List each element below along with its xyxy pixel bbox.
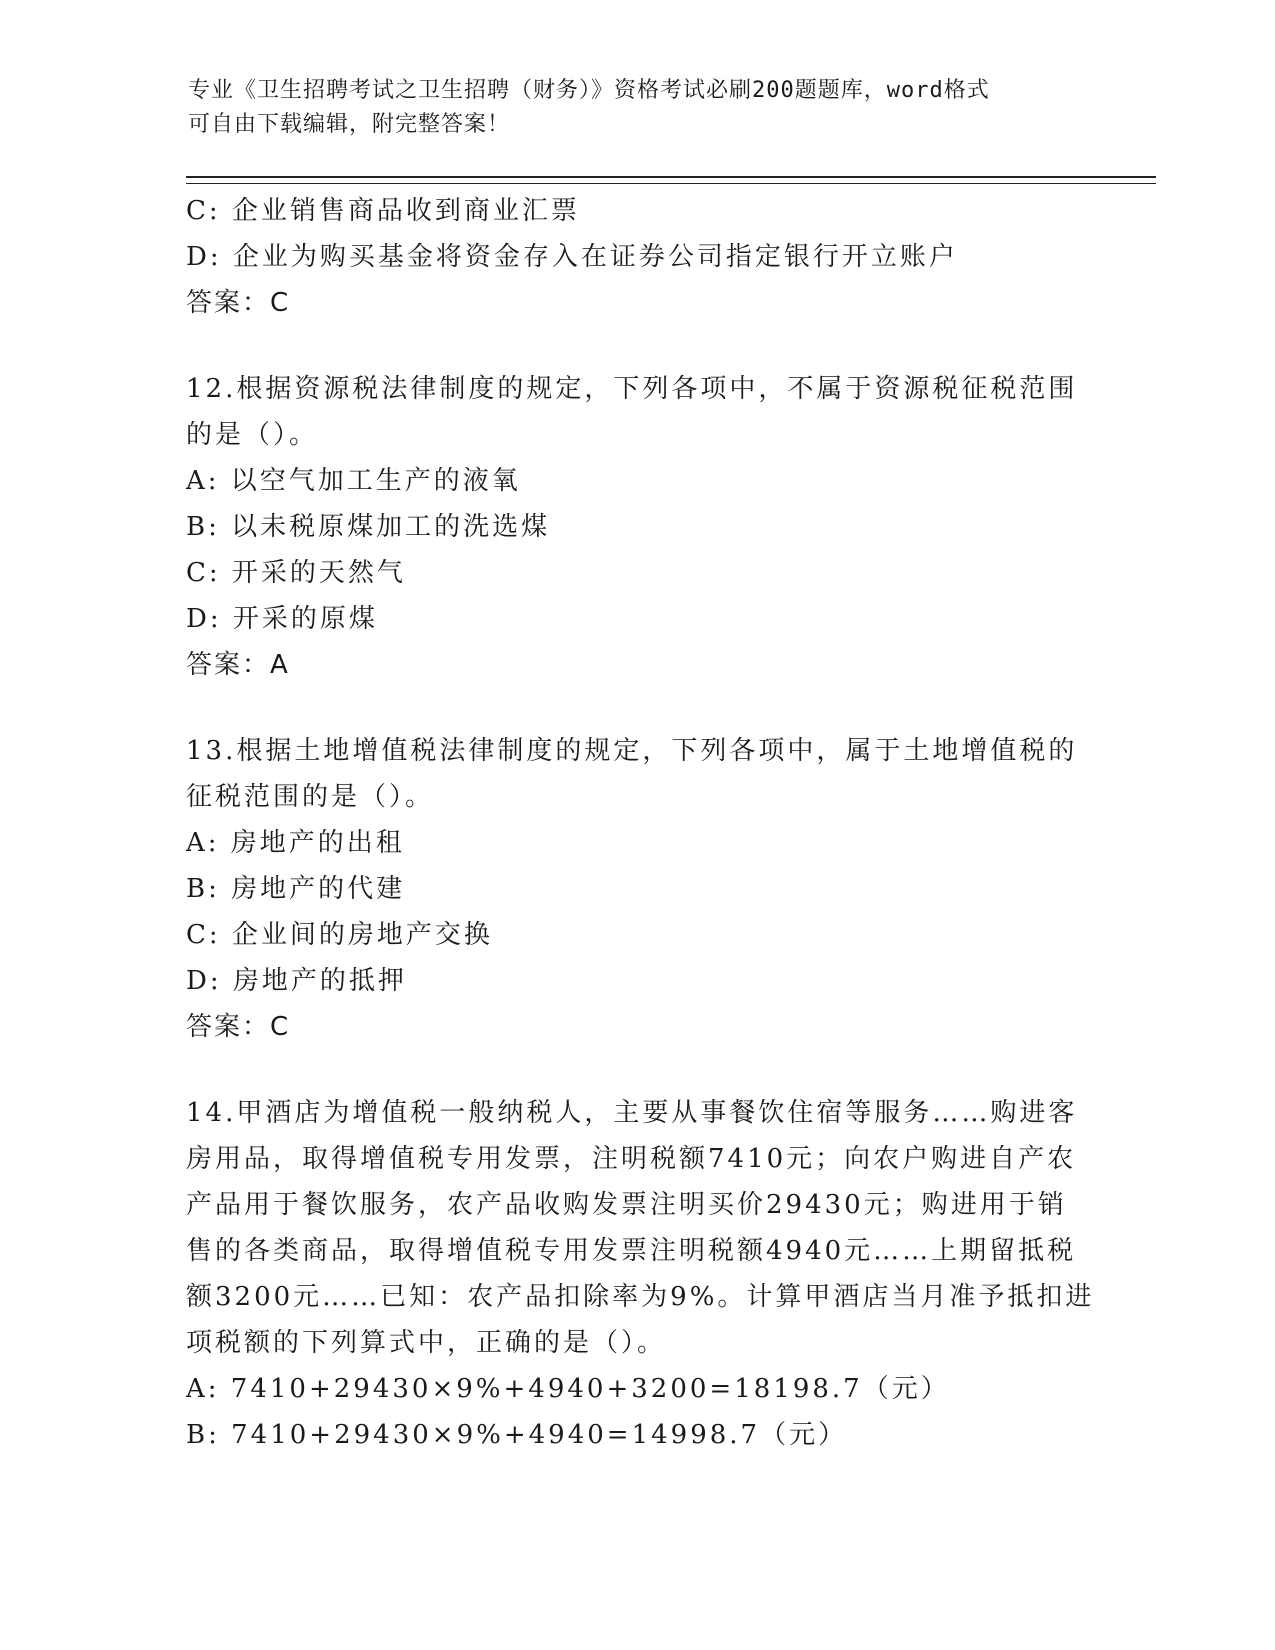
question-12 [186, 366, 1086, 688]
option-b: B: 7410+29430×9%+4940=14998.7（元） [186, 1420, 848, 1450]
question-text-line: 13.根据土地增值税法律制度的规定，下列各项中，属于土地增值税的 [186, 736, 1078, 766]
question-text-line: 14.甲酒店为增值税一般纳税人，主要从事餐饮住宿等服务……购进客 [186, 1098, 1078, 1128]
previous-question-tail [186, 188, 1086, 326]
option-d: D: 开采的原煤 [186, 604, 378, 634]
question-text-line: 产品用于餐饮服务，农产品收购发票注明买价29430元；购进用于销 [186, 1190, 1067, 1220]
page-header [188, 74, 1068, 142]
question-text-line: 售的各类商品，取得增值税专用发票注明税额4940元……上期留抵税 [186, 1236, 1077, 1266]
answer-line: 答案：C [186, 288, 291, 318]
answer-line: 答案：A [186, 650, 290, 680]
option-d: D: 房地产的抵押 [186, 966, 407, 996]
question-text-line: 项税额的下列算式中，正确的是（）。 [186, 1328, 667, 1358]
question-content [186, 188, 1095, 1458]
option-b: B: 房地产的代建 [186, 874, 406, 904]
option-a: A: 房地产的出租 [186, 828, 405, 858]
question-13 [186, 728, 1086, 1050]
question-text-line: 额3200元……已知：农产品扣除率为9%。计算甲酒店当月准予抵扣进 [186, 1282, 1095, 1312]
option-a: A: 7410+29430×9%+4940+3200=18198.7（元） [186, 1374, 950, 1404]
option-c: C: 企业销售商品收到商业汇票 [186, 196, 580, 226]
option-a: A: 以空气加工生产的液氧 [186, 466, 521, 496]
question-text-line: 12.根据资源税法律制度的规定，下列各项中，不属于资源税征税范围 [186, 374, 1078, 404]
option-c: C: 企业间的房地产交换 [186, 920, 493, 950]
question-text-line: 征税范围的是（）。 [186, 782, 435, 812]
option-d: D: 企业为购买基金将资金存入在证券公司指定银行开立账户 [186, 242, 958, 272]
question-text-line: 的是（）。 [186, 420, 319, 450]
question-14 [186, 1090, 1095, 1458]
header-title-line-1: 专业《卫生招聘考试之卫生招聘（财务）》资格考试必刷200题题库，word格式 [188, 78, 990, 103]
option-c: C: 开采的天然气 [186, 558, 406, 588]
question-text-line: 房用品，取得增值税专用发票，注明税额7410元；向农户购进自产农 [186, 1144, 1077, 1174]
header-title-line-2: 可自由下载编辑，附完整答案！ [188, 112, 511, 137]
option-b: B: 以未税原煤加工的洗选煤 [186, 512, 551, 542]
header-divider [186, 176, 1156, 184]
answer-line: 答案：C [186, 1012, 291, 1042]
